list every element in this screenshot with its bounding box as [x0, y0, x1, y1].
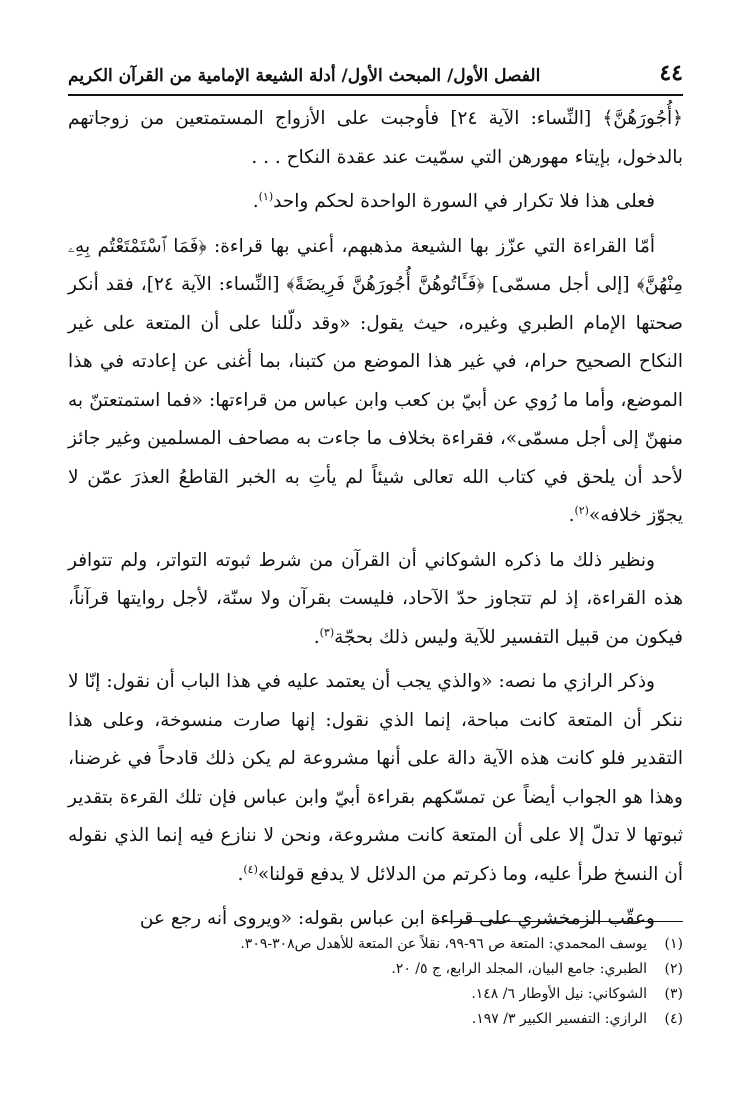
footnote-text: يوسف المحمدي: المتعة ص ٩٦-٩٩، نقلاً عن المتعة للأهدل ص٣٠٨-٣٠٩.: [240, 936, 647, 952]
paragraph-end: .: [252, 191, 259, 212]
paragraph-text: أمّا القراءة التي عزّز بها الشيعة مذهبهم، أعني بها قراءة: ﴿فَمَا ٱسْتَمْتَعْتُم بِهِۦ مِنْهُنَّ﴾ [إلى أجل مسمّى] ﴿فَـَٔاتُوهُنَّ أُجُورَهُنَّ فَرِيضَةً﴾ [النِّساء: الآية ٢٤]، فقد أنكر صحتها الإمام الطبري وغيره، حيث يقول: «وقد دلّلنا على أن المتعة على غير النكاح الصحيح حرام، في غير هذا الموضع من كتبنا، بما أغنى عن إعادته في هذا الموضع، وأما ما رُوي عن أبيّ بن كعب وابن عباس من قراءتها: «فما استمتعتنّ به منهنّ إلى أجل مسمّى»، فقراءة بخلاف ما جاءت به مصاحف المسلمين وغير جائز لأحد أن يلحق في كتاب الله تعالى شيئاً لم يأتِ به الخبر القاطعُ العذرَ عمّن لا يجوّز خلافه»: [68, 235, 684, 526]
main-text: [68, 100, 684, 929]
footnote-ref[interactable]: (٣): [319, 625, 335, 639]
paragraph: [68, 663, 683, 894]
paragraph-text: وعقّب الزمخشري على قراءة ابن عباس بقوله: «ويروى أنه رجع عن: [139, 908, 655, 929]
paragraph: [68, 542, 683, 658]
paragraph: [68, 228, 683, 536]
paragraph-end: .: [237, 863, 244, 885]
footnote-number: (٢): [664, 961, 683, 977]
footnote-item: [68, 957, 683, 982]
footnote-item: [68, 1007, 683, 1032]
footnote-number: (٤): [664, 1011, 683, 1027]
page-number: ٤٤: [659, 60, 683, 86]
paragraph-end: .: [568, 505, 575, 526]
paragraph-text: ﴿أُجُورَهُنَّ﴾ [النِّساء: الآية ٢٤] فأوجبت على الأزواج المستمتعين من زوجاتهم بالدخول، بإيتاء مهورهن التي سمّيت عند عقدة النكاح . . .: [68, 108, 683, 168]
footnote-item: [68, 932, 683, 957]
running-title: الفصل الأول/ المبحث الأول/ أدلة الشيعة الإمامية من القرآن الكريم: [68, 66, 541, 86]
footnote-number: (١): [664, 936, 683, 952]
paragraph: [68, 100, 683, 177]
footnote-ref[interactable]: (٢): [574, 503, 589, 517]
paragraph-end: .: [313, 626, 320, 648]
footnote-ref[interactable]: (١): [258, 189, 274, 203]
paragraph-text: ونظير ذلك ما ذكره الشوكاني أن القرآن من شرط ثبوته التواتر، ولم تتوافر هذه القراءة، إذ لم تتجاوز حدّ الآحاد، فليست بقرآن ولا سنّة، لأجل روايتها قرآناً، فيكون من قبيل التفسير للآية وليس ذلك بحجّة: [68, 549, 683, 648]
footnote-text: الشوكاني: نيل الأوطار ٦/ ١٤٨.: [471, 986, 647, 1002]
paragraph-text: وذكر الرازي ما نصه: «والذي يجب أن يعتمد عليه في هذا الباب أن نقول: إنّا لا ننكر أن المتعة كانت مباحة، إنما الذي نقول: إنها صارت منسوخة، وعلى هذا التقدير فلو كانت هذه الآية دالة على أنها مشروعة لم يكن ذلك قادحاً في غرضنا، وهذا هو الجواب أيضاً عن تمسّكهم بقراءة أبيّ وابن عباس فإن تلك القرءة بتقدير ثبوتها لا تدلّ إلا على أن المتعة كانت مشروعة، ونحن لا ننازع فيه إنما الذي نقوله أن النسخ طرأ عليه، وما ذكرتم من الدلائل لا يدفع قولنا»: [68, 671, 683, 885]
footnote-item: [68, 982, 683, 1007]
footnote-text: الرازي: التفسير الكبير ٣/ ١٩٧.: [471, 1011, 647, 1027]
footnotes: [68, 932, 683, 1032]
paragraph: [68, 183, 683, 222]
footnote-text: الطبري: جامع البيان، المجلد الرابع، ج ٥/ ٢٠.: [391, 961, 647, 977]
footnote-divider: [435, 921, 683, 922]
paragraph-text: فعلى هذا فلا تكرار في السورة الواحدة لحكم واحد: [273, 191, 655, 212]
running-header: [68, 56, 683, 96]
footnote-number: (٣): [664, 986, 683, 1002]
footnote-ref[interactable]: (٤): [243, 862, 258, 876]
